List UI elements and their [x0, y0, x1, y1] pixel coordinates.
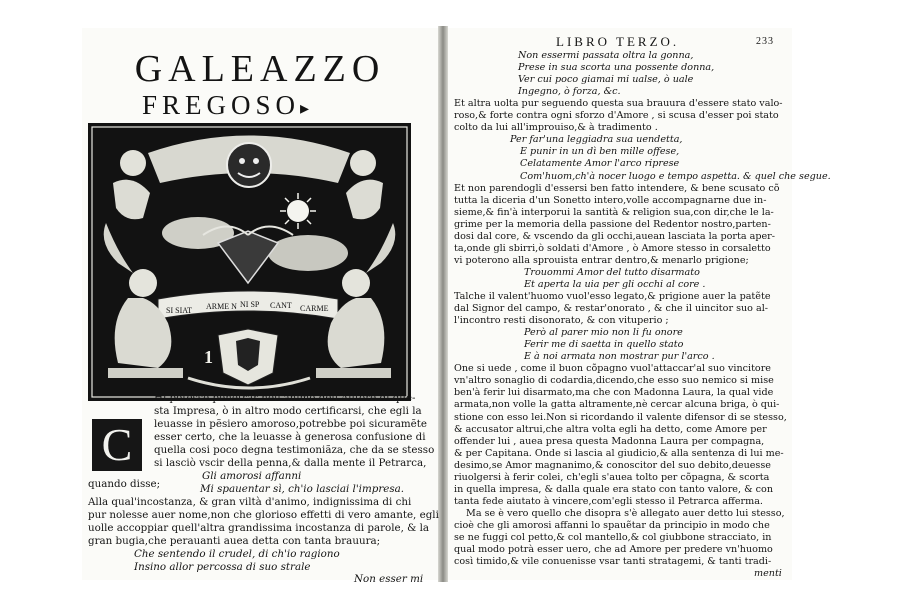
right-text-line: roso,& forte contra ogni sforzo d'Amore , si scusa d'esser poi stato: [454, 110, 779, 122]
right-text-line: E à noi armata non mostrar pur l'arco .: [524, 351, 715, 363]
right-text-line: Et non parendogli d'essersi ben fatto intendere, & bene scusato cõ: [454, 182, 780, 194]
right-text-line: Com'huom,ch'à nocer luogo e tempo aspetta. & quel che segue.: [520, 170, 831, 182]
right-text-line: Per far'una leggiadra sua uendetta,: [510, 134, 683, 146]
right-text-line: Ver cui poco giamai mi ualse, ò uale: [518, 74, 694, 86]
left-text-line: uolle accoppiar quell'altra grandissima incostanza di parole, & la: [88, 522, 430, 534]
right-page: [448, 28, 831, 580]
right-text-line: qual modo potrà esser uero, che ad Amore per predere vn'huomo: [454, 544, 773, 556]
left-text-line: quella cosi poco degna testimoniãza, che da se stesso: [154, 444, 435, 456]
right-text-line: grime per la memoria della passione del Redentor nostro,parten-: [454, 218, 771, 230]
page-subtitle-text: FREGOSO: [142, 90, 301, 120]
right-text-line: dosi dal core, & vscendo da gli occhi,auean lasciata la porta aper-: [454, 230, 775, 242]
right-text-line: & per Capitana. Onde si lascia al giudicio,& alla sentenza di lui me-: [454, 447, 784, 459]
left-text-line: Che sentendo il crudel, di ch'io ragiono: [134, 548, 340, 560]
engraving-motto-3: NI SP: [240, 300, 260, 309]
left-text-line: Mi spauentar sì, ch'io lasciai l'impresa.: [200, 483, 405, 495]
right-text-line: in quella impresa, & dalla quale era stato con tanto valore, & con: [454, 483, 773, 495]
drop-cap: C: [92, 419, 142, 471]
left-text-line: esser certo, che la leuasse à generosa confusione di: [154, 431, 426, 443]
right-text-line: Celatamente Amor l'arco riprese: [520, 158, 680, 170]
right-text-line: Però al parer mio non li fu onore: [524, 327, 683, 339]
left-text-line: Gli amorosi affanni: [202, 470, 302, 482]
right-text-line: dal Signor del campo, & restar'onorato , & che il uincitor suo al-: [454, 303, 769, 315]
left-text-line: Hi potesse penetrar nell'animo dell'Autore di que-: [154, 392, 416, 404]
right-text-line: ta,onde gli sbirri,ò soldati d'Amore , ò Amore stesso in corsaletto: [454, 242, 771, 254]
left-text-line: leuasse in pẽsiero amoroso,potrebbe poi sicuramẽte: [154, 418, 427, 430]
engraving-motto-1: SI SIAT: [166, 306, 193, 315]
running-head: LIBRO TERZO.: [556, 34, 680, 49]
engraving-motto-2: ARME N: [206, 302, 237, 311]
engraving-motto-4: CANT: [270, 301, 292, 310]
right-text-line: tanta fede aiutato à vincere,com'egli stesso il Petrarca afferma.: [454, 495, 763, 507]
right-text-line: tutta la diceria d'un Sonetto intero,volle accompagnarne due in-: [454, 194, 767, 206]
right-text-line: così timido,& vile conuenisse vsar tanti stratagemi, & tanti tradi-: [454, 556, 772, 568]
left-text-line: pur nolesse auer nome,non che glorioso effetti di vero amante, egli: [88, 509, 439, 521]
left-text-line: Non esser mi: [354, 573, 424, 585]
book-gutter: [438, 26, 448, 582]
right-text-line: Prese in sua scorta una possente donna,: [518, 62, 715, 74]
right-text-line: stione con esso lei.Non si ricordando il valente difensor di se stesso,: [454, 411, 787, 423]
impresa-engraving: [88, 123, 411, 401]
left-text-line: si lasciò vscir della penna,& dalla mente il Petrarca,: [154, 457, 427, 469]
right-text-line: riuolgersi à ferir colei, ch'egli s'auea tolto per cõpagna, & scorta: [454, 471, 770, 483]
left-text-line: sta Impresa, ò in altro modo certificarsi, che egli la: [154, 405, 422, 417]
engraving-illustration: [88, 123, 411, 401]
right-text-line: & accusator altrui,che altra volta egli ha detto, come Amore per: [454, 423, 767, 435]
title-ornament: ▸: [300, 98, 315, 118]
page-number: 233: [756, 36, 774, 47]
right-text-line: Talche il valent'huomo vuol'esso legato,& prigione auer la patẽte: [454, 291, 771, 302]
right-text-line: Ma se è vero quello che disopra s'è allegato auer detto lui stesso,: [466, 507, 785, 519]
right-text-line: desimo,se Amor magnanimo,& conoscitor del suo debito,deuesse: [454, 459, 771, 471]
right-text-line: offender lui , auea presa questa Madonna Laura per compagna,: [454, 435, 765, 447]
left-text-line: gran bugia,che perauanti auea detta con tanta brauura;: [88, 535, 381, 547]
right-text-line: Ferir me di saetta in quello stato: [524, 339, 684, 351]
right-text-line: Non essermi passata oltra la gonna,: [518, 50, 694, 61]
right-text-line: Trouommi Amor del tutto disarmato: [524, 266, 700, 278]
right-text-line: Et aperta la uia per gli occhi al core .: [524, 278, 706, 290]
left-text-line: Insino allor percossa di suo strale: [134, 561, 311, 573]
right-text-line: Et altra uolta pur seguendo questa sua brauura d'essere stato valo-: [454, 98, 783, 110]
engraving-date: 1: [204, 347, 213, 367]
page-title: GALEAZZO: [134, 48, 386, 90]
right-text-line: sieme,& fin'à interporui la santità & religion sua,con dir,che le la-: [454, 206, 774, 218]
left-page: [82, 28, 439, 585]
left-text-line: Alla qual'incostanza, & gran viltà d'animo, indignissima di chi: [88, 496, 412, 508]
page-subtitle: [142, 92, 314, 119]
right-text-line: l'incontro resti disonorato, & con vituperio ;: [454, 315, 669, 327]
right-text-line: ben'à ferir lui disarmato,ma che con Madonna Laura, la qual vide: [454, 387, 774, 399]
right-text-line: E punir in un dì ben mille offese,: [520, 146, 680, 158]
right-text-line: armata,non volle la gatta altramente,nè cercar alcuna briga, ò qui-: [454, 399, 780, 411]
right-text-line: se ne fuggi col petto,& col mantello,& col giubbone stracciato, in: [454, 532, 772, 543]
right-text-line: vn'altro sonaglio di codardia,dicendo,che esso suo nemico si mise: [454, 375, 774, 387]
right-text-line: cioè che gli amorosi affanni lo spauẽtar da principio in modo che: [454, 519, 770, 531]
left-text-line: quando disse;: [88, 478, 161, 490]
right-text-line: colto da lui all'improuiso,& à tradimento .: [454, 122, 658, 134]
engraving-motto-5: CARME: [300, 304, 329, 313]
right-text-line: Ingegno, ò forza, &c.: [518, 86, 621, 98]
right-text-line: vi poterono alla sprouista entrar dentro,& menarlo prigione;: [454, 254, 749, 266]
right-text-line: menti: [754, 568, 782, 580]
right-text-line: One si uede , come il buon cõpagno vuol'attaccar'al suo vincitore: [454, 363, 771, 375]
